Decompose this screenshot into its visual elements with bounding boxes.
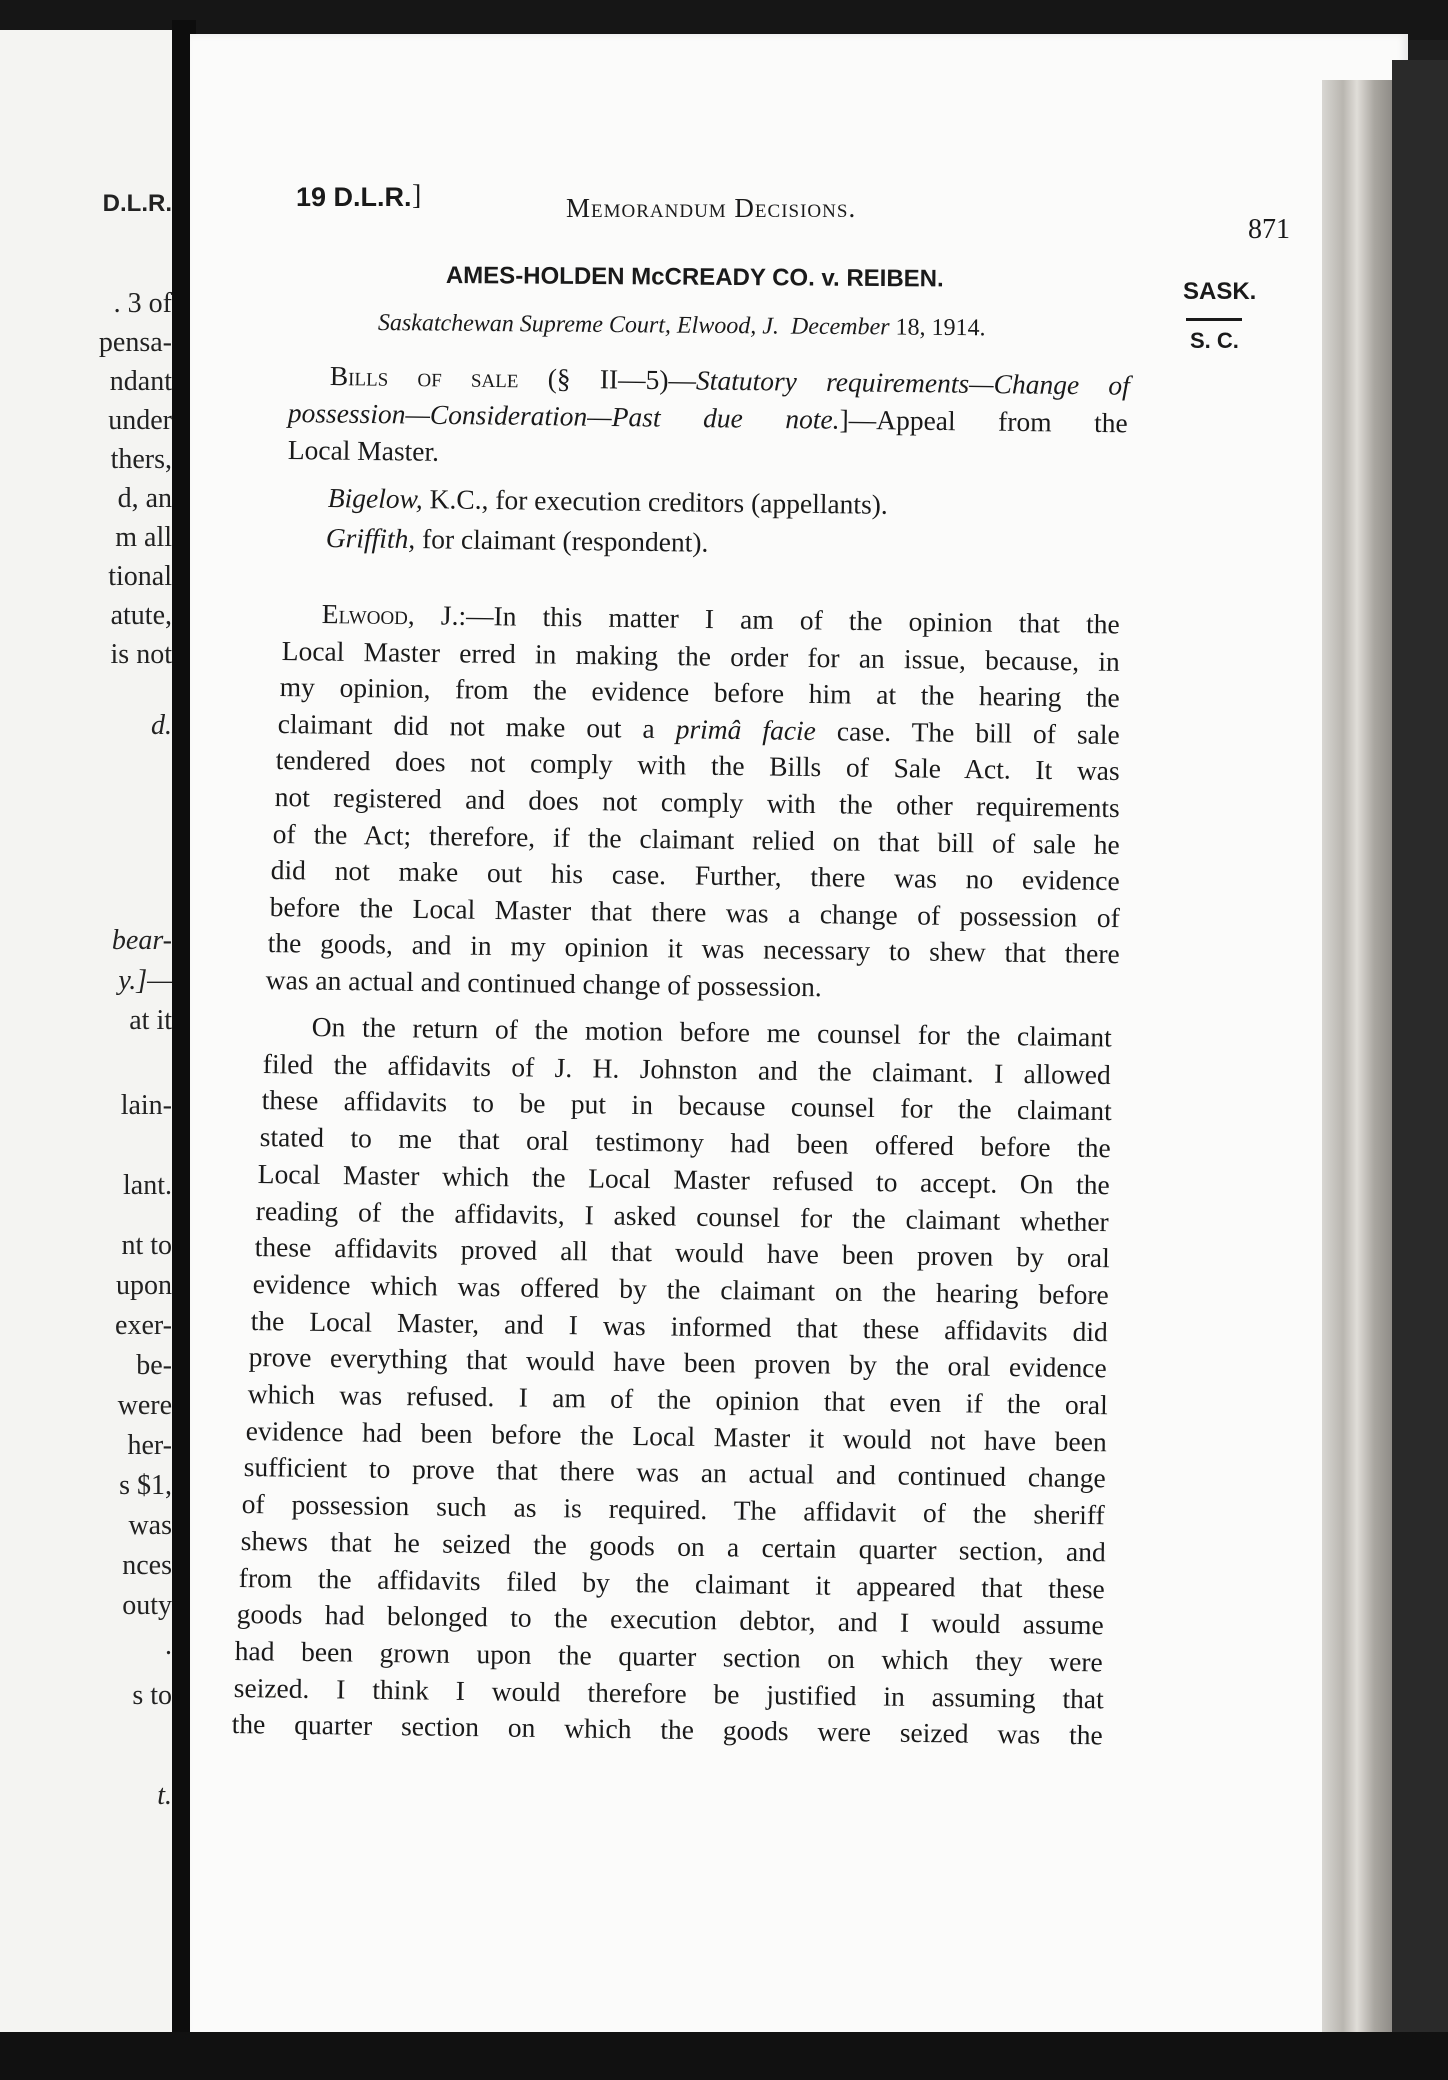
judgment-para2-line: seized. I think I would therefore be justified in assuming that bbox=[233, 1672, 1104, 1715]
header-bracket: ] bbox=[412, 180, 422, 211]
left-page-line: is not bbox=[110, 639, 172, 670]
margin-province: SASK. bbox=[1183, 278, 1257, 305]
left-page-line: t. bbox=[157, 1780, 172, 1811]
judgment-para2-line: goods had belonged to the execution debtor, and I would assume bbox=[236, 1598, 1104, 1641]
left-page-line: pensa- bbox=[98, 327, 172, 358]
judgment-para2-line: these affidavits to be put in because counsel for the claimant bbox=[261, 1084, 1112, 1127]
judgment-para2-line: shews that he seized the goods on a certain quarter section, and bbox=[240, 1525, 1106, 1568]
judgment-para2-line: On the return of the motion before me counsel for the claimant bbox=[311, 1011, 1112, 1053]
left-page-line: under bbox=[108, 405, 172, 436]
margin-rule bbox=[1186, 318, 1242, 321]
judgment-italic-term: primâ facie bbox=[675, 713, 817, 747]
judgment-para2-line: which was refused. I am of the opinion that even if the oral bbox=[247, 1378, 1108, 1421]
judgment-para2-line: evidence which was offered by the claimant on the hearing before bbox=[252, 1268, 1109, 1311]
left-page-line: s to bbox=[132, 1680, 172, 1711]
headnote-keywords-2: possession—Consideration—Past due note. bbox=[287, 397, 840, 435]
court-date-day-year: 18, 1914. bbox=[889, 314, 986, 342]
left-page-line: was bbox=[128, 1510, 172, 1541]
left-facing-page bbox=[0, 30, 178, 2040]
judgment-para2-line: from the affidavits filed by the claimant it appeared that these bbox=[238, 1562, 1105, 1605]
judgment-para2-line: the Local Master, and I was informed that these affidavits did bbox=[250, 1305, 1108, 1348]
judgment-para2-line: reading of the affidavits, I asked counsel for the claimant whether bbox=[255, 1195, 1109, 1238]
headnote-keywords-1: Statutory requirements—Change of bbox=[695, 364, 1130, 401]
left-page-line: atute, bbox=[110, 600, 172, 631]
left-page-header: D.L.R. bbox=[102, 190, 172, 217]
left-page-line: were bbox=[117, 1390, 172, 1421]
judgment-para2-line: sufficient to prove that there was an actual and continued change bbox=[243, 1451, 1106, 1494]
headnote-line-3: Local Master. bbox=[287, 434, 440, 467]
judgment-para1-line: the goods, and in my opinion it was necessary to shew that there bbox=[267, 927, 1120, 970]
headnote-topic: Bills of sale bbox=[329, 360, 519, 394]
page-number: 871 bbox=[1248, 214, 1290, 245]
left-page-line: thers, bbox=[110, 444, 172, 475]
case-title: AMES-HOLDEN McCREADY CO. v. REIBEN. bbox=[445, 262, 944, 293]
judgment-para2-line: evidence had been before the Local Master it would not have been bbox=[245, 1415, 1107, 1458]
counsel-respondent-name: Griffith, bbox=[325, 522, 416, 555]
left-page-line: s $1, bbox=[119, 1470, 172, 1501]
court-name: Saskatchewan Supreme Court, Elwood, J. bbox=[377, 310, 780, 340]
judgment-para2-line: these affidavits proved all that would have been proven by oral bbox=[254, 1231, 1110, 1274]
scan-bottom-border bbox=[0, 2032, 1448, 2080]
judgment-text: :—In this matter I am of the opinion that the bbox=[458, 599, 1120, 640]
counsel-appellant-role: K.C., for execution creditors (appellants). bbox=[422, 483, 888, 520]
judgment-para1-line: not registered and does not comply with the other requirements bbox=[274, 781, 1120, 824]
left-page-line: d, an bbox=[117, 483, 172, 514]
judgment-para1-line: before the Local Master that there was a change of possession of bbox=[269, 891, 1120, 934]
judgment-para2-line: the quarter section on which the goods were seized was the bbox=[231, 1708, 1103, 1751]
book-cover-edge bbox=[1392, 60, 1448, 2050]
left-page-line: her- bbox=[127, 1430, 172, 1461]
left-page-line: lant. bbox=[123, 1170, 172, 1201]
judge-name: Elwood, J. bbox=[321, 598, 459, 631]
left-page-line: exer- bbox=[115, 1310, 172, 1341]
left-page-line: . bbox=[165, 1630, 172, 1661]
left-page-line: lain- bbox=[120, 1090, 172, 1121]
judgment-para2-line: stated to me that oral testimony had been offered before the bbox=[259, 1121, 1111, 1164]
left-page-line: ndant bbox=[109, 366, 172, 397]
left-page-line: be- bbox=[136, 1350, 172, 1381]
left-page-line: bear- bbox=[111, 925, 172, 956]
headnote-section: (§ II—5)— bbox=[518, 362, 697, 396]
judgment-text: case. The bill of sale bbox=[815, 715, 1120, 751]
judgment-para2-line: prove everything that would have been proven by the oral evidence bbox=[248, 1341, 1107, 1384]
judgment-text: claimant did not make out a bbox=[277, 708, 676, 745]
counsel-appellant-name: Bigelow, bbox=[327, 482, 423, 515]
judgment-para1-line: my opinion, from the evidence before him at the hearing the bbox=[279, 671, 1120, 713]
headnote-appeal: ]—Appeal from the bbox=[839, 403, 1128, 439]
judgment-para1-line: of the Act; therefore, if the claimant relied on that bill of sale he bbox=[272, 818, 1120, 861]
page-edge bbox=[1322, 80, 1392, 2040]
judgment-para1-line: tendered does not comply with the Bills of Sale Act. It was bbox=[275, 744, 1120, 787]
left-page-line: m all bbox=[115, 522, 172, 553]
volume-reference: 19 D.L.R. bbox=[296, 182, 412, 212]
running-title: Memorandum Decisions. bbox=[566, 193, 857, 223]
judgment-para1-line: was an actual and continued change of possession. bbox=[265, 964, 822, 1003]
judgment-para2-line: filed the affidavits of J. H. Johnston and the claimant. I allowed bbox=[262, 1048, 1111, 1091]
judgment-para2-line: of possession such as is required. The affidavit of the sheriff bbox=[241, 1488, 1105, 1531]
left-page-line: nces bbox=[122, 1550, 172, 1581]
left-page-line: at it bbox=[129, 1005, 172, 1036]
judgment-para2-line: had been grown upon the quarter section on which they were bbox=[234, 1635, 1103, 1678]
judgment-para2-line: Local Master which the Local Master refused to accept. On the bbox=[257, 1158, 1110, 1201]
judgment-para1-line: did not make out his case. Further, there was no evidence bbox=[270, 854, 1120, 897]
left-page-line: outy bbox=[122, 1590, 172, 1621]
court-line bbox=[378, 310, 986, 342]
judgment-para1-line: Local Master erred in making the order for an issue, because, in bbox=[281, 635, 1120, 677]
margin-court: S. C. bbox=[1190, 328, 1239, 353]
left-page-line: tional bbox=[108, 561, 172, 592]
left-page-line: y.]— bbox=[118, 965, 172, 996]
counsel-respondent-role: for claimant (respondent). bbox=[415, 523, 709, 558]
left-page-line: d. bbox=[151, 710, 172, 741]
left-page-line: nt to bbox=[121, 1230, 172, 1261]
left-page-line: . 3 of bbox=[113, 288, 172, 319]
court-date-month: December bbox=[790, 313, 890, 341]
left-page-line: upon bbox=[116, 1270, 172, 1301]
